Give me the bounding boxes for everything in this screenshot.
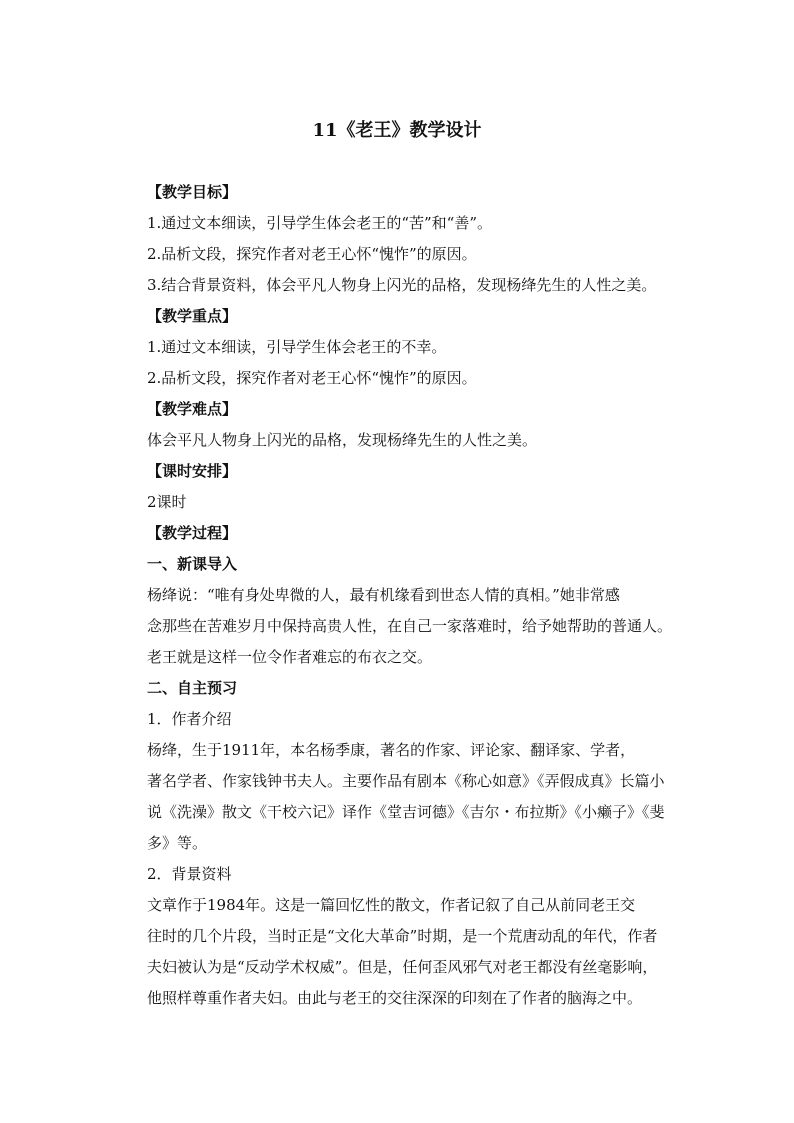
author-line: 说《洗澡》散文《干校六记》译作《堂吉诃德》《吉尔・布拉斯》《小癞子》《斐 [147,803,665,821]
author-line: 杨绛，生于1911年，本名杨季康，著名的作家、评论家、翻译家、学者， [147,741,636,759]
preview-heading: 二、自主预习 [147,679,238,697]
intro-line: 杨绛说：“唯有身处卑微的人，最有机缘看到世态人情的真相。”她非常感 [147,586,620,604]
background-line: 他照样尊重作者夫妇。由此与老王的交往深深的印刻在了作者的脑海之中。 [147,989,643,1007]
difficulty-text: 体会平凡人物身上闪光的品格，发现杨绛先生的人性之美。 [147,431,538,449]
goal-item: 3.结合背景资料，体会平凡人物身上闪光的品格，发现杨绛先生的人性之美。 [147,276,657,294]
key-point-item: 2.品析文段，探究作者对老王心怀“愧怍”的原因。 [147,369,477,387]
document-title: 11《老王》教学设计 [312,120,482,141]
goals-heading: 【教学目标】 [147,183,238,201]
background-line: 往时的几个片段，当时正是“文化大革命”时期，是一个荒唐动乱的年代，作者 [147,927,658,945]
document-body [147,177,673,1014]
author-heading: 1．作者介绍 [147,710,232,728]
intro-heading: 一、新课导入 [147,555,238,573]
intro-line: 念那些在苦难岁月中保持高贵人性，在自己一家落难时，给予她帮助的普通人。 [147,617,673,635]
intro-line: 老王就是这样一位令作者难忘的布衣之交。 [147,648,433,666]
goal-item: 2.品析文段，探究作者对老王心怀“愧怍”的原因。 [147,245,477,263]
background-line: 文章作于1984年。这是一篇回忆性的散文，作者记叙了自己从前同老王交 [147,896,636,914]
author-line: 著名学者、作家钱钟书夫人。主要作品有剧本《称心如意》《弄假成真》长篇小 [147,772,665,790]
schedule-text: 2课时 [147,493,187,511]
difficulty-heading: 【教学难点】 [147,400,238,418]
key-point-item: 1.通过文本细读，引导学生体会老王的不幸。 [147,338,447,356]
process-heading: 【教学过程】 [147,524,238,542]
key-points-heading: 【教学重点】 [147,307,238,325]
schedule-heading: 【课时安排】 [147,462,238,480]
background-heading: 2．背景资料 [147,865,232,883]
background-line: 夫妇被认为是“反动学术权威”。但是，任何歪风邪气对老王都没有丝毫影响， [147,958,658,976]
goal-item: 1.通过文本细读，引导学生体会老王的“苦”和“善”。 [147,214,492,232]
author-line: 多》等。 [147,834,208,852]
